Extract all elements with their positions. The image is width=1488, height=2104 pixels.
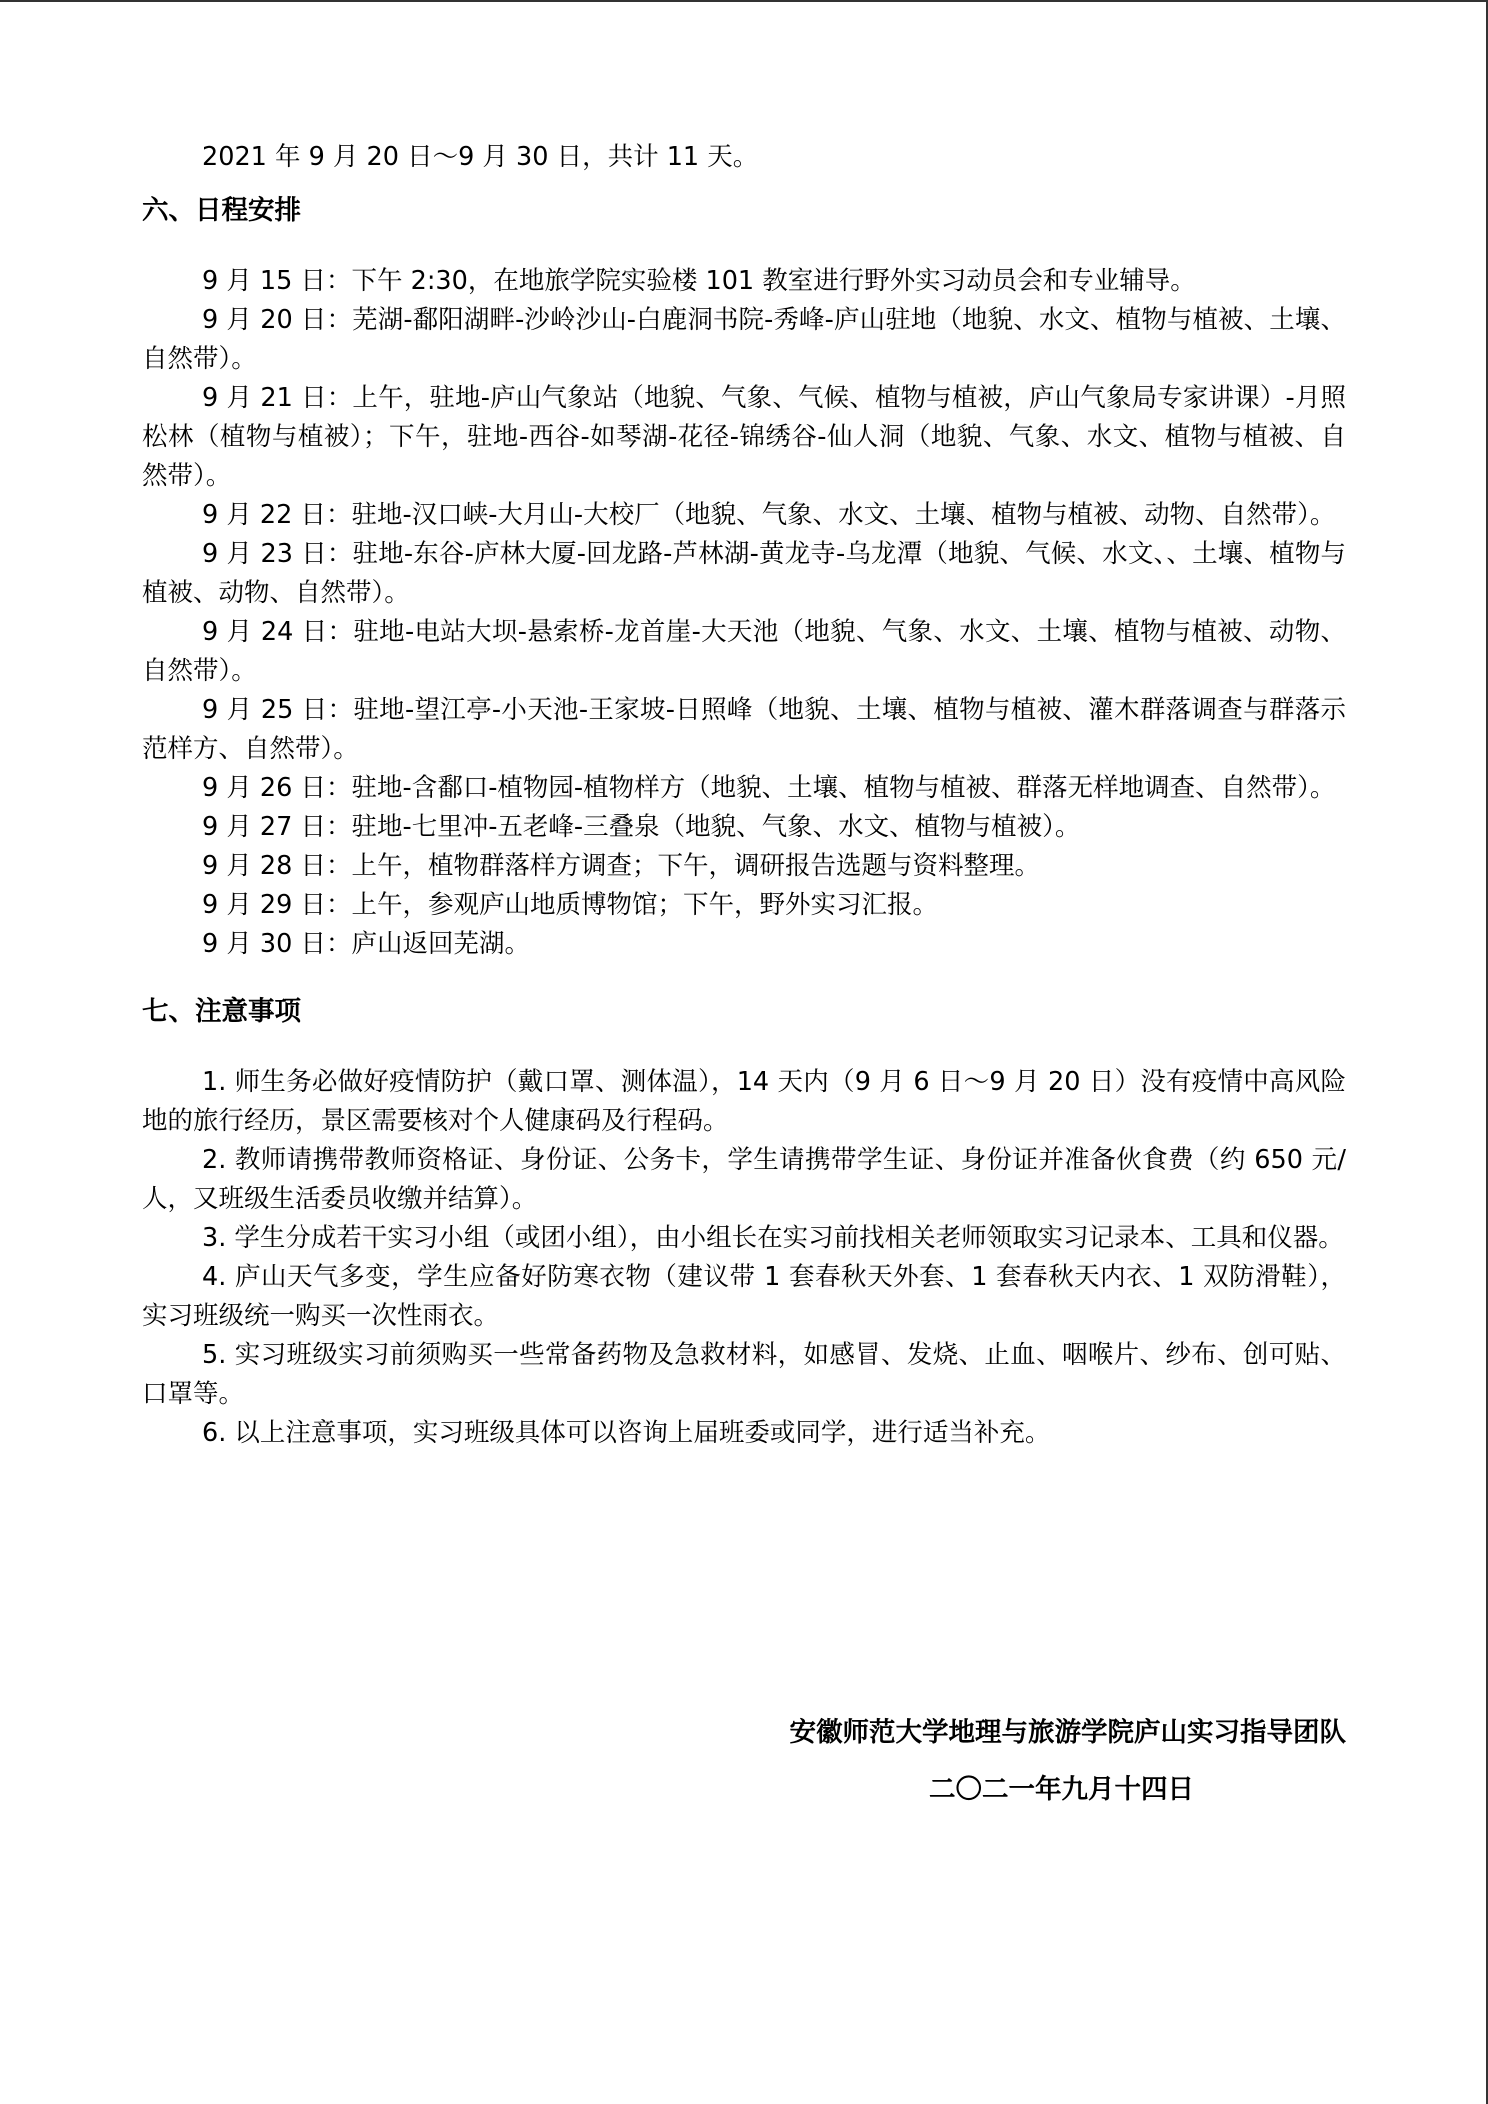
signature-date: 二〇二一年九月十四日 — [929, 1774, 1194, 1805]
schedule-item: 9 月 24 日：驻地-电站大坝-悬索桥-龙首崖-大天池（地貌、气象、水文、土壤、植物与植被、动物、自然带）。 — [142, 617, 1346, 686]
schedule-item: 9 月 28 日：上午，植物群落样方调查；下午，调研报告选题与资料整理。 — [202, 851, 1040, 881]
schedule-item: 9 月 20 日：芜湖-鄱阳湖畔-沙岭沙山-白鹿洞书院-秀峰-庐山驻地（地貌、水文、植物与植被、土壤、自然带）。 — [142, 305, 1346, 374]
schedule-item: 9 月 21 日：上午，驻地-庐山气象站（地貌、气象、气候、植物与植被，庐山气象局专家讲课）-月照松林（植物与植被）；下午，驻地-西谷-如琴湖-花径-锦绣谷-仙人洞（地貌、气象、水文、植物与植被、自然带）。 — [142, 383, 1346, 491]
schedule-item: 9 月 30 日：庐山返回芜湖。 — [202, 929, 530, 959]
schedule-item: 9 月 22 日：驻地-汉口峡-大月山-大校厂（地貌、气象、水文、土壤、植物与植被、动物、自然带）。 — [202, 500, 1336, 530]
note-item: 2. 教师请携带教师资格证、身份证、公务卡，学生请携带学生证、身份证并准备伙食费（约 650 元/人，又班级生活委员收缴并结算）。 — [142, 1145, 1346, 1214]
schedule-item: 9 月 23 日：驻地-东谷-庐林大厦-回龙路-芦林湖-黄龙寺-乌龙潭（地貌、气候、水文、、土壤、植物与植被、动物、自然带）。 — [142, 539, 1346, 608]
note-item: 1. 师生务必做好疫情防护（戴口罩、测体温），14 天内（9 月 6 日～9 月 20 日）没有疫情中高风险地的旅行经历，景区需要核对个人健康码及行程码。 — [142, 1067, 1346, 1136]
schedule-item: 9 月 26 日：驻地-含鄱口-植物园-植物样方（地貌、土壤、植物与植被、群落无样地调查、自然带）。 — [202, 773, 1336, 803]
section-heading-schedule: 六、日程安排 — [142, 195, 301, 226]
note-item: 6. 以上注意事项，实习班级具体可以咨询上届班委或同学，进行适当补充。 — [202, 1418, 1051, 1448]
document-body — [142, 138, 1346, 1453]
schedule-item: 9 月 29 日：上午，参观庐山地质博物馆；下午，野外实习汇报。 — [202, 890, 938, 920]
intro-text: 2021 年 9 月 20 日～9 月 30 日，共计 11 天。 — [202, 142, 759, 172]
schedule-item: 9 月 27 日：驻地-七里冲-五老峰-三叠泉（地貌、气象、水文、植物与植被）。 — [202, 812, 1081, 842]
note-item: 4. 庐山天气多变，学生应备好防寒衣物（建议带 1 套春秋天外套、1 套春秋天内衣、1 双防滑鞋），实习班级统一购买一次性雨衣。 — [142, 1262, 1346, 1331]
note-item: 3. 学生分成若干实习小组（或团小组），由小组长在实习前找相关老师领取实习记录本、工具和仪器。 — [202, 1223, 1344, 1253]
schedule-item: 9 月 25 日：驻地-望江亭-小天池-王家坡-日照峰（地貌、土壤、植物与植被、灌木群落调查与群落示范样方、自然带）。 — [142, 695, 1346, 764]
section-heading-notes: 七、注意事项 — [142, 996, 301, 1027]
note-item: 5. 实习班级实习前须购买一些常备药物及急救材料，如感冒、发烧、止血、咽喉片、纱布、创可贴、口罩等。 — [142, 1340, 1346, 1409]
notes-list — [142, 1063, 1346, 1453]
signature-block — [790, 1713, 1347, 1809]
signature-organization: 安徽师范大学地理与旅游学院庐山实习指导团队 — [789, 1717, 1346, 1748]
schedule-item: 9 月 15 日：下午 2:30，在地旅学院实验楼 101 教室进行野外实习动员会和专业辅导。 — [202, 266, 1196, 296]
schedule-list — [142, 262, 1346, 964]
